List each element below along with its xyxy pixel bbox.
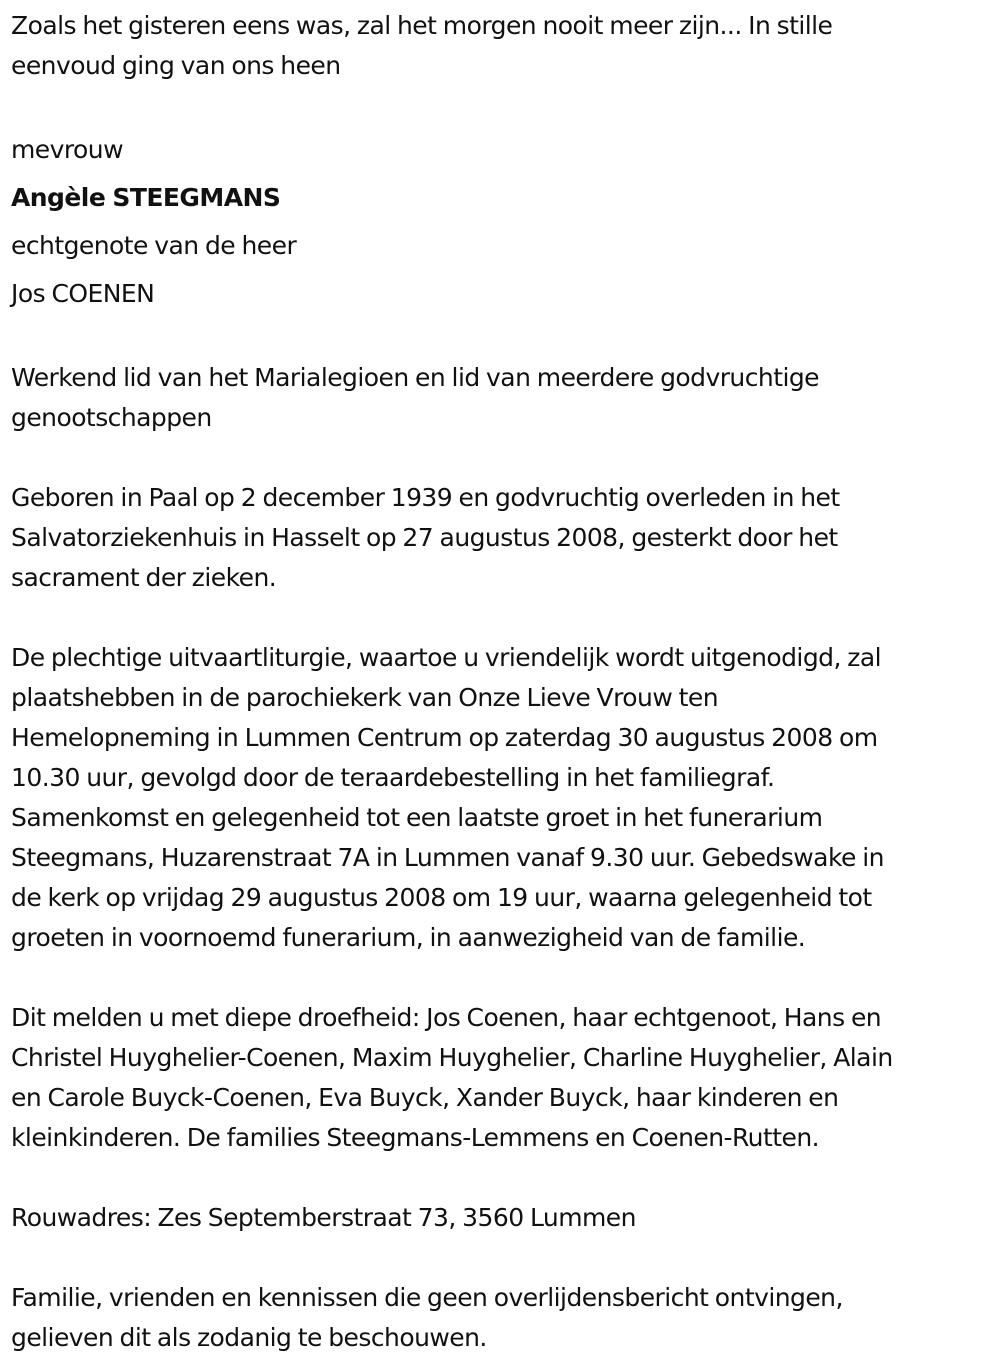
birth-death-line: sacrament der zieken. <box>11 563 277 592</box>
spacer <box>11 438 1000 478</box>
funeral-line: 10.30 uur, gevolgd door de teraardebestelling in het familiegraf. <box>11 763 775 792</box>
membership-paragraph <box>11 358 1000 438</box>
birth-death-line: Salvatorziekenhuis in Hasselt op 27 augustus 2008, gesterkt door het <box>11 523 838 552</box>
relation-text: echtgenote van de heer <box>11 231 297 260</box>
spacer <box>11 598 1000 638</box>
family-paragraph <box>11 998 1000 1158</box>
closing-paragraph <box>11 1278 1000 1358</box>
spacer <box>11 958 1000 998</box>
birth-death-line: Geboren in Paal op 2 december 1939 en godvruchtig overleden in het <box>11 483 840 512</box>
family-line: Christel Huyghelier-Coenen, Maxim Huyghelier, Charline Huyghelier, Alain <box>11 1043 893 1072</box>
intro-paragraph <box>11 6 1000 86</box>
intro-line: eenvoud ging van ons heen <box>11 51 341 80</box>
birth-death-paragraph <box>11 478 1000 598</box>
membership-line: genootschappen <box>11 403 212 432</box>
funeral-line: de kerk op vrijdag 29 augustus 2008 om 19 uur, waarna gelegenheid tot <box>11 883 872 912</box>
deceased-name: Angèle STEEGMANS <box>11 183 281 212</box>
mourning-address: Rouwadres: Zes Septemberstraat 73, 3560 Lummen <box>11 1203 636 1232</box>
spouse-name: Jos COENEN <box>11 279 155 308</box>
funeral-line: De plechtige uitvaartliturgie, waartoe u vriendelijk wordt uitgenodigd, zal <box>11 643 881 672</box>
family-line: Dit melden u met diepe droefheid: Jos Coenen, haar echtgenoot, Hans en <box>11 1003 882 1032</box>
funeral-line: Steegmans, Huzarenstraat 7A in Lummen vanaf 9.30 uur. Gebedswake in <box>11 843 884 872</box>
membership-line: Werkend lid van het Marialegioen en lid van meerdere godvruchtige <box>11 363 820 392</box>
funeral-line: plaatshebben in de parochiekerk van Onze Lieve Vrouw ten <box>11 683 719 712</box>
spacer <box>11 1238 1000 1278</box>
funeral-line: groeten in voornoemd funerarium, in aanwezigheid van de familie. <box>11 923 806 952</box>
spacer <box>11 86 1000 126</box>
family-line: kleinkinderen. De families Steegmans-Lemmens en Coenen-Rutten. <box>11 1123 820 1152</box>
closing-line: Familie, vrienden en kennissen die geen overlijdensbericht ontvingen, <box>11 1283 843 1312</box>
family-line: en Carole Buyck-Coenen, Eva Buyck, Xander Buyck, haar kinderen en <box>11 1083 839 1112</box>
spacer <box>11 318 1000 358</box>
funeral-line: Samenkomst en gelegenheid tot een laatste groet in het funerarium <box>11 803 823 832</box>
salutation: mevrouw <box>11 135 123 164</box>
intro-line: Zoals het gisteren eens was, zal het morgen nooit meer zijn... In stille <box>11 11 833 40</box>
funeral-line: Hemelopneming in Lummen Centrum op zaterdag 30 augustus 2008 om <box>11 723 878 752</box>
funeral-paragraph <box>11 638 1000 958</box>
spacer <box>11 1158 1000 1198</box>
closing-line: gelieven dit als zodanig te beschouwen. <box>11 1323 487 1352</box>
